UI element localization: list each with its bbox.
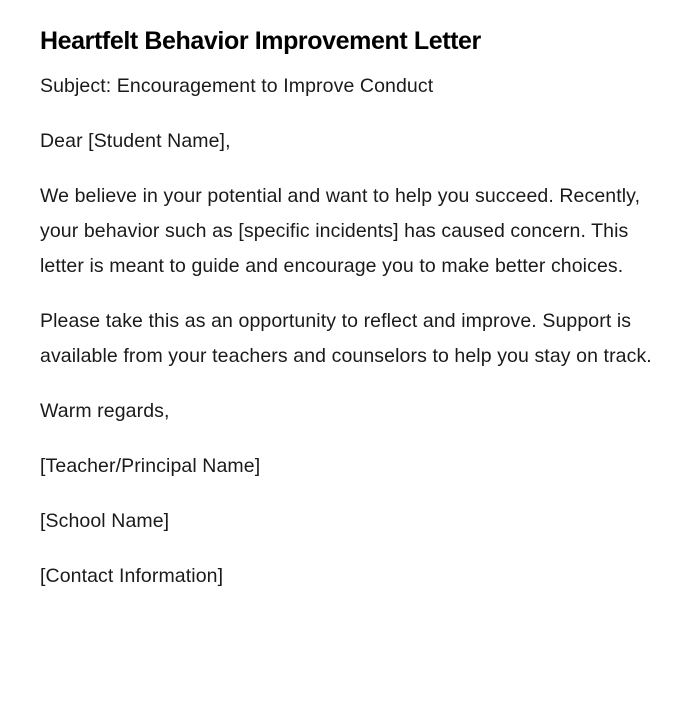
contact-information: [Contact Information] [40, 565, 224, 587]
letter-closing: Warm regards, [40, 400, 170, 422]
letter-subject: Subject: Encouragement to Improve Conduct [40, 75, 434, 97]
signer-name: [Teacher/Principal Name] [40, 455, 261, 477]
letter-title: Heartfelt Behavior Improvement Letter [40, 27, 481, 55]
school-name: [School Name] [40, 510, 170, 532]
letter-salutation: Dear [Student Name], [40, 130, 231, 152]
letter-paragraph-2: Please take this as an opportunity to reflect and improve. Support is available from your teachers and counselors to help you stay on track. [40, 310, 652, 367]
letter-paragraph-1: We believe in your potential and want to help you succeed. Recently, your behavior such as [specific incidents] has caused concern. This letter is meant to guide and encourage you to make better choices. [40, 185, 641, 277]
